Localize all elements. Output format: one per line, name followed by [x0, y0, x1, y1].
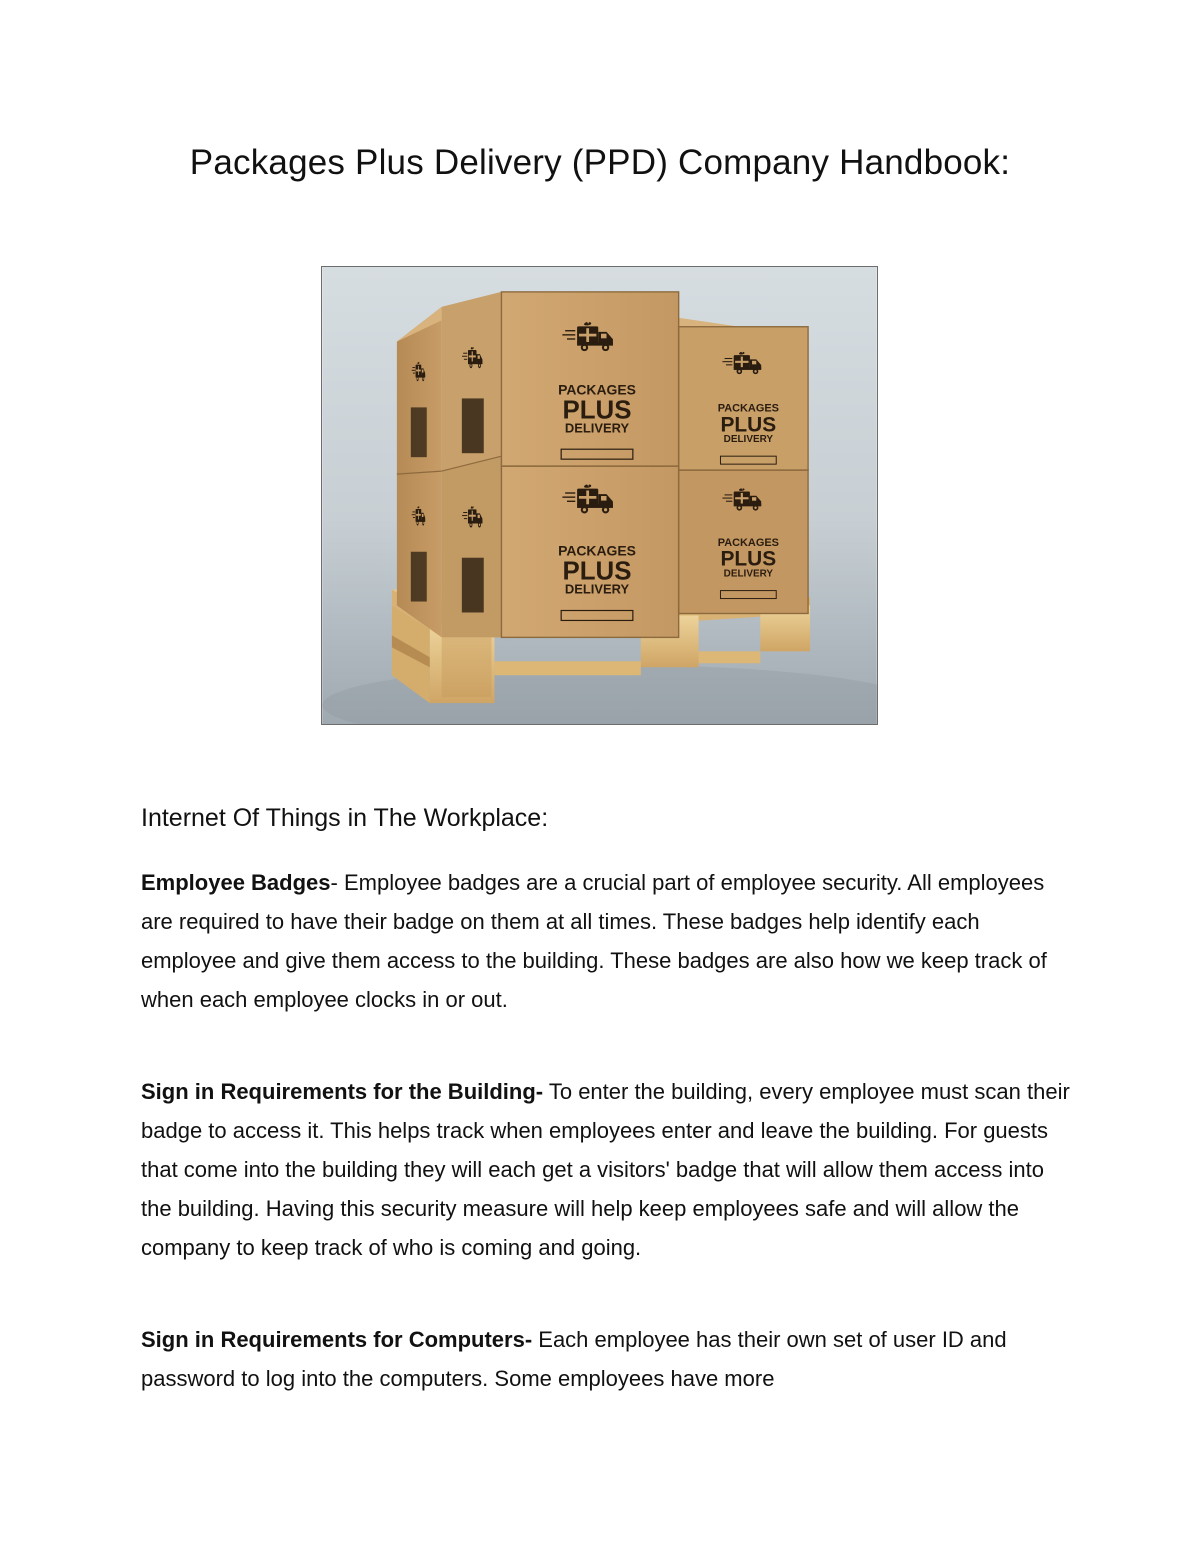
paragraph-text: - Employee badges are a crucial part of employee security. All employees are required to have their badge on them at all times. These badges help identify each employee and give them access to the building. These badges are also how we keep track of when each employee clocks in or out.: [141, 870, 1047, 1012]
box-label-delivery: DELIVERY: [564, 420, 630, 436]
box-label-plus: PLUS: [562, 557, 632, 586]
document-title: Packages Plus Delivery (PPD) Company Handbook:: [189, 143, 1011, 182]
box-label-plus: PLUS: [720, 547, 777, 571]
box-label-packages: PACKAGES: [558, 542, 636, 559]
box-label-plus: PLUS: [562, 396, 632, 425]
box-label-plus: PLUS: [720, 413, 777, 437]
paragraph-employee-badges: [141, 863, 1071, 1019]
box-label-packages: PACKAGES: [717, 536, 779, 549]
box-label-packages: PACKAGES: [717, 402, 779, 415]
paragraph-text: Each employee has their own set of user ID and password to log into the computers. Some employees have more: [141, 1327, 1007, 1391]
paragraph-building-sign-in: [141, 1072, 1071, 1267]
term-employee-badges: Employee Badges: [141, 870, 331, 895]
box-label-packages: PACKAGES: [558, 381, 636, 398]
box-label-delivery: DELIVERY: [564, 581, 630, 597]
paragraph-computer-sign-in: [141, 1320, 1071, 1398]
paragraph-text: To enter the building, every employee must scan their badge to access it. This helps track when employees enter and leave the building. For guests that come into the building they will each get a visitors' badge that will allow them access into the building. Having this security measure will help keep employees safe and will allow the company to keep track of who is coming and going.: [141, 1079, 1070, 1260]
term-computer-sign-in: Sign in Requirements for Computers-: [141, 1327, 533, 1352]
box-label-delivery: DELIVERY: [723, 568, 774, 580]
term-building-sign-in: Sign in Requirements for the Building-: [141, 1079, 544, 1104]
box-label-delivery: DELIVERY: [723, 434, 774, 446]
pallet-boxes-illustration: [322, 267, 877, 724]
pallet-boxes-image: [321, 266, 878, 725]
section-heading: Internet Of Things in The Workplace:: [141, 804, 549, 832]
